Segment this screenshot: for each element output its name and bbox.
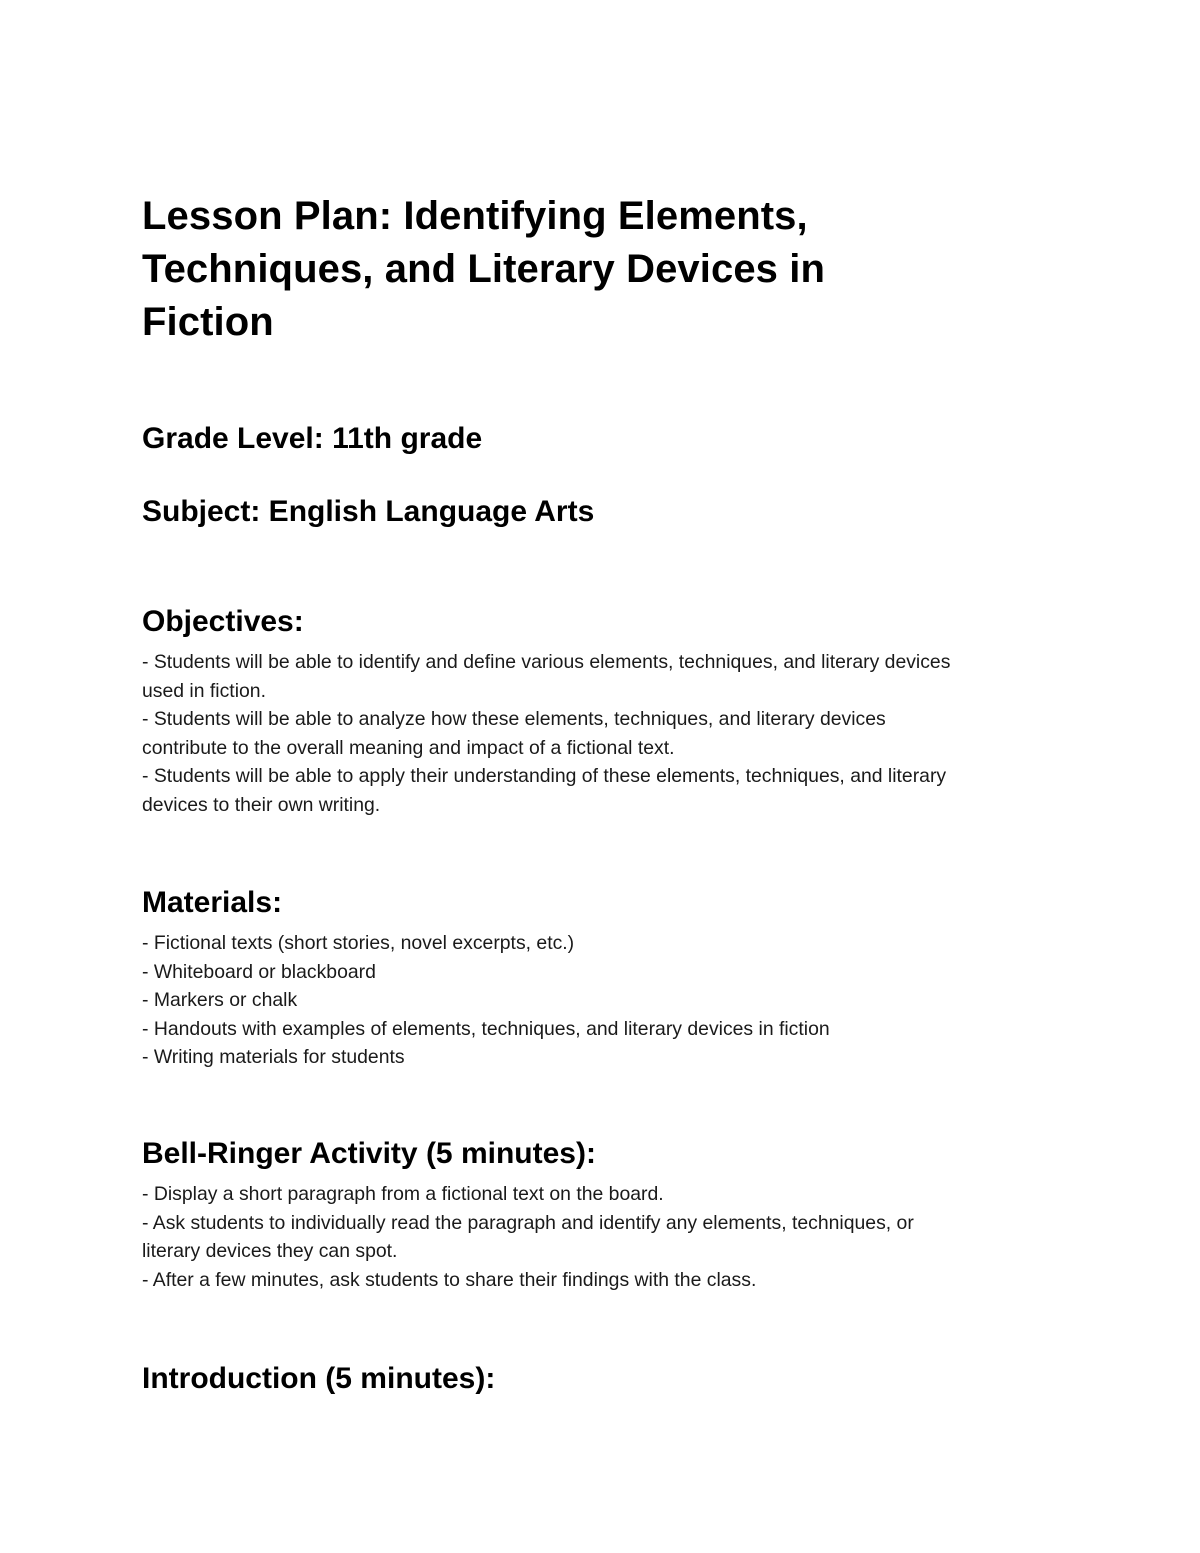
introduction-heading: Introduction (5 minutes): <box>142 1362 496 1395</box>
list-item: literary devices they can spot. <box>142 1240 398 1262</box>
materials-list <box>142 929 830 1072</box>
grade-level: Grade Level: 11th grade <box>142 422 483 455</box>
list-item: contribute to the overall meaning and impact of a fictional text. <box>142 736 675 759</box>
bell-ringer-heading: Bell-Ringer Activity (5 minutes): <box>142 1137 596 1170</box>
list-item: used in fiction. <box>142 679 266 702</box>
list-item: - Students will be able to identify and define various elements, techniques, and literary devices <box>142 651 951 673</box>
bell-ringer-list <box>142 1180 914 1294</box>
list-item: - Students will be able to analyze how these elements, techniques, and literary devices <box>142 708 886 730</box>
list-item: - Handouts with examples of elements, techniques, and literary devices in fiction <box>142 1017 830 1040</box>
list-item: - Students will be able to apply their understanding of these elements, techniques, and literary <box>142 765 947 787</box>
title-line: Techniques, and Literary Devices in <box>142 247 825 291</box>
list-item: - Fictional texts (short stories, novel excerpts, etc.) <box>142 932 575 954</box>
list-item: - Writing materials for students <box>142 1046 405 1068</box>
list-item: devices to their own writing. <box>142 793 381 816</box>
materials-heading: Materials: <box>142 886 283 919</box>
list-item: - Display a short paragraph from a fictional text on the board. <box>142 1183 664 1205</box>
subject: Subject: English Language Arts <box>142 495 595 528</box>
objectives-list <box>142 648 950 819</box>
list-item: - Ask students to individually read the paragraph and identify any elements, techniques, or <box>142 1211 914 1234</box>
title-line: Fiction <box>142 300 274 344</box>
objectives-heading: Objectives: <box>142 605 304 638</box>
lesson-plan-title <box>142 190 825 349</box>
list-item: - After a few minutes, ask students to share their findings with the class. <box>142 1268 757 1291</box>
list-item: - Markers or chalk <box>142 989 298 1011</box>
list-item: - Whiteboard or blackboard <box>142 960 376 983</box>
title-line: Lesson Plan: Identifying Elements, <box>142 194 808 238</box>
